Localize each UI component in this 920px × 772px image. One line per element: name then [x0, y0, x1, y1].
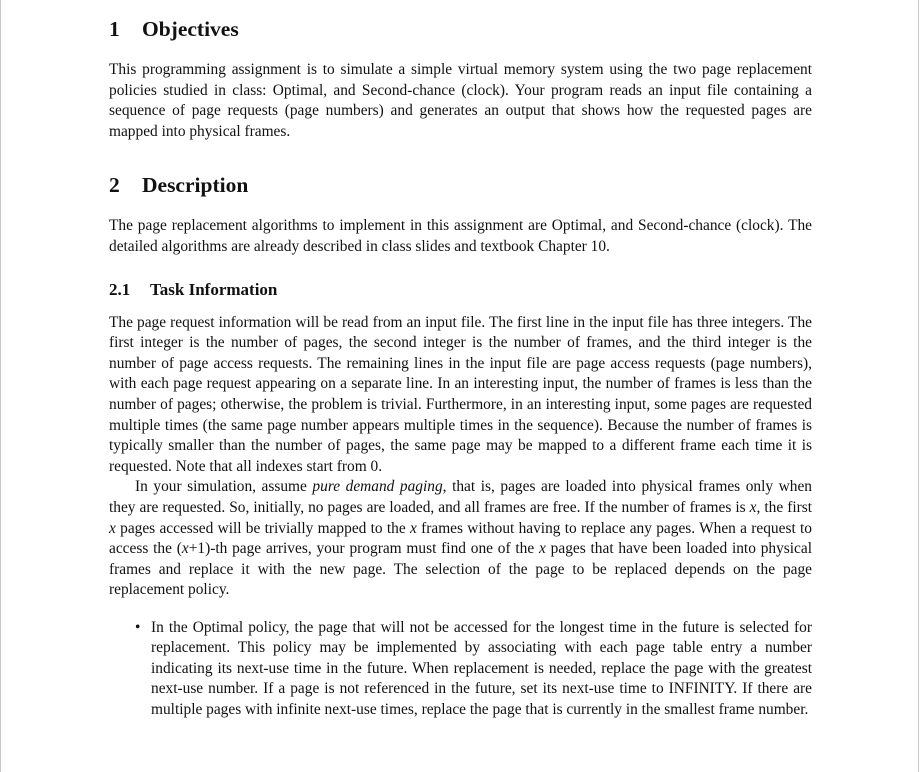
section-number: 2	[109, 173, 120, 198]
task-information-paragraph-2: In your simulation, assume pure demand paging, that is, pages are loaded into physical frames only when they are requested. So, initially, no pages are loaded, and all frames are free. If the number of frames is x, the first x pages accessed will be trivially mapped to the x frames without having to replace any pages. When a request to access the (x+1)-th page arrives, your program must find one of the x pages that have been loaded into physical frames and replace it with the new page. The selection of the page to be replaced depends on the page replacement policy.	[109, 478, 812, 599]
section-number: 1	[109, 17, 120, 41]
description-paragraph: The page replacement algorithms to implement in this assignment are Optimal, and Second-chance (clock). The detailed algorithms are already described in class slides and textbook Chapter 10.	[109, 217, 812, 255]
list-item-text: In the Optimal policy, the page that will not be accessed for the longest time in the future is selected for replacement. This policy may be implemented by associating with each page table entry a number indicating its next-use time in the future. When replacement is needed, replace the page with the greatest next-use number. If a page is not referenced in the future, set its next-use time to INFINITY. If there are multiple pages with infinite next-use times, replace the page that is currently in the smallest frame number.	[151, 618, 812, 718]
task-information-paragraph-1: The page request information will be read from an input file. The first line in the input file has three integers. The first integer is the number of pages, the second integer is the number of frames, and the third integer is the number of page access requests. The remaining lines in the input file are page access requests (page numbers), with each page request appearing on a separate line. In an interesting input, the number of frames is less than the number of pages; otherwise, the problem is trivial. Furthermore, in an interesting input, some pages are requested multiple times (the same page number appears multiple times in the sequence). Because the number of frames is typically smaller than the number of pages, the same page may be mapped to a different frame each time it is requested. Note that all indexes start from 0.	[109, 313, 812, 475]
emphasis-pure-demand-paging: pure demand paging	[312, 478, 443, 496]
objectives-paragraph: This programming assignment is to simulate a simple virtual memory system using the two page replacement policies studied in class: Optimal, and Second-chance (clock). Your program reads an input file containing a sequence of page requests (page numbers) and generates an output that shows how the requested pages are mapped into physical frames.	[109, 61, 812, 140]
section-heading-objectives	[109, 14, 812, 44]
subsection-title: Task Information	[150, 279, 278, 299]
section-title: Description	[142, 173, 249, 198]
section-heading-description	[109, 170, 812, 200]
subsection-number: 2.1	[109, 279, 131, 299]
policy-bullet-list	[109, 618, 812, 720]
page-edge-right	[918, 0, 919, 772]
list-item-optimal-policy	[109, 618, 812, 720]
document-body	[109, 14, 812, 720]
section-title: Objectives	[142, 17, 239, 41]
subsection-heading-task-information	[109, 278, 812, 302]
bullet-icon: •	[135, 618, 141, 636]
page-edge-left	[0, 0, 1, 772]
